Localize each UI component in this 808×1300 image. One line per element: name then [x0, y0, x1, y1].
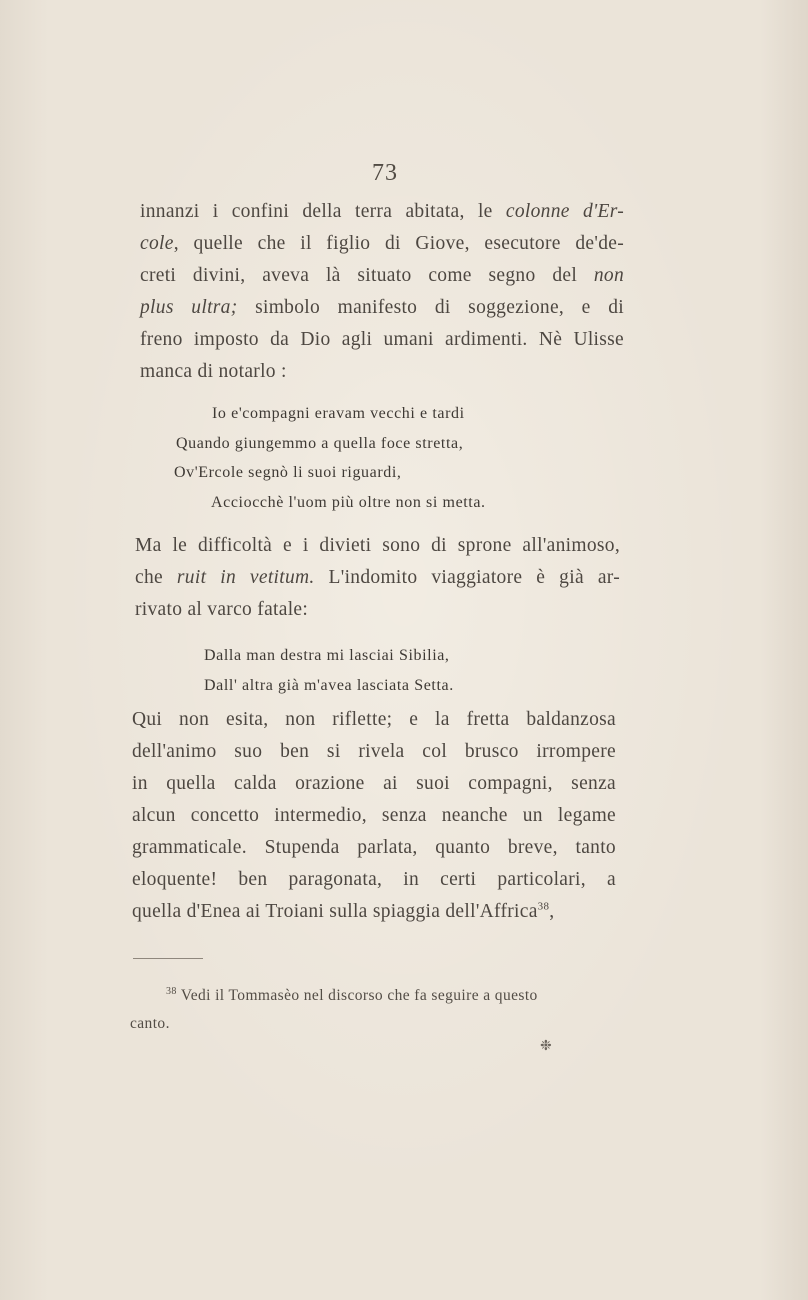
italic-text: plus ultra;	[140, 297, 238, 318]
text-line	[140, 260, 624, 292]
italic-text: ruit in vetitum.	[176, 567, 315, 588]
text-line	[135, 594, 620, 626]
italic-text: cole	[140, 233, 174, 254]
text-run: che	[135, 567, 177, 588]
paragraph-2	[135, 530, 620, 626]
text-line	[132, 896, 616, 928]
text-run: grammaticale. Stupenda parlata, quanto breve, tanto	[132, 837, 616, 858]
text-run: alcun concetto intermedio, senza neanche un legame	[132, 805, 616, 826]
footnote-line-2: canto.	[130, 1015, 170, 1032]
text-line	[140, 324, 624, 356]
text-run: creti divini, aveva là situato come segno del	[140, 265, 594, 286]
text-run: freno imposto da Dio agli umani ardimenti. Nè Ulisse	[140, 329, 624, 350]
text-line	[132, 768, 616, 800]
verse-line: Ov'Ercole segnò li suoi riguardi,	[174, 464, 402, 481]
footnote-divider	[133, 958, 203, 959]
verse-line: Acciocchè l'uom più oltre non si metta.	[211, 493, 486, 511]
verse-line: Io e'compagni eravam vecchi e tardi	[212, 405, 465, 422]
footnote-reference: 38	[537, 900, 550, 913]
text-line	[132, 704, 616, 736]
paragraph-3	[132, 704, 616, 928]
text-run: , quelle che il figlio di Giove, esecutore de'de-	[173, 233, 624, 254]
text-line	[132, 800, 616, 832]
text-line	[135, 530, 620, 562]
text-line	[140, 292, 624, 324]
footnote-line-1	[130, 982, 618, 1010]
text-run: in quella calda orazione ai suoi compagni, senza	[132, 773, 616, 794]
text-run: Qui non esita, non riflette; e la fretta baldanzosa	[132, 709, 616, 730]
text-line	[140, 356, 624, 388]
footnote-text: Vedi il Tommasèo nel discorso che fa seguire a questo	[180, 987, 538, 1004]
verse-quote-2	[204, 641, 454, 700]
paragraph-1	[140, 196, 624, 388]
page-number: 73	[372, 160, 398, 186]
text-line	[140, 228, 624, 260]
text-run: ,	[549, 901, 555, 922]
verse-line: Quando giungemmo a quella foce stretta,	[176, 434, 464, 452]
text-line	[140, 196, 624, 228]
text-line	[132, 864, 616, 896]
text-line	[132, 736, 616, 768]
text-run: L'indomito viaggiatore è già ar-	[314, 567, 620, 588]
text-run: dell'animo suo ben si rivela col brusco irrompere	[132, 741, 616, 762]
ornament-icon: ❉	[540, 1039, 552, 1054]
text-run: rivato al varco fatale:	[135, 599, 309, 620]
text-run: Ma le difficoltà e i divieti sono di sprone all'animoso,	[135, 535, 620, 556]
footnote-marker: 38	[166, 985, 177, 997]
verse-line: Dalla man destra mi lasciai Sibilia,	[204, 647, 450, 664]
text-run: simbolo manifesto di soggezione, e di	[237, 297, 624, 318]
footnote	[130, 982, 618, 1038]
verse-line: Dall' altra già m'avea lasciata Setta.	[204, 676, 454, 694]
text-run: manca di notarlo :	[140, 361, 287, 382]
verse-quote-1	[174, 399, 486, 517]
text-run: eloquente! ben paragonata, in certi particolari, a	[132, 869, 616, 890]
text-run: quella d'Enea ai Troiani sulla spiaggia dell'Affrica	[132, 901, 538, 922]
text-line	[135, 562, 620, 594]
text-line	[132, 832, 616, 864]
italic-text: non	[593, 265, 624, 286]
text-run: innanzi i confini della terra abitata, le	[140, 201, 506, 222]
italic-text: colonne d'Er-	[505, 201, 624, 222]
